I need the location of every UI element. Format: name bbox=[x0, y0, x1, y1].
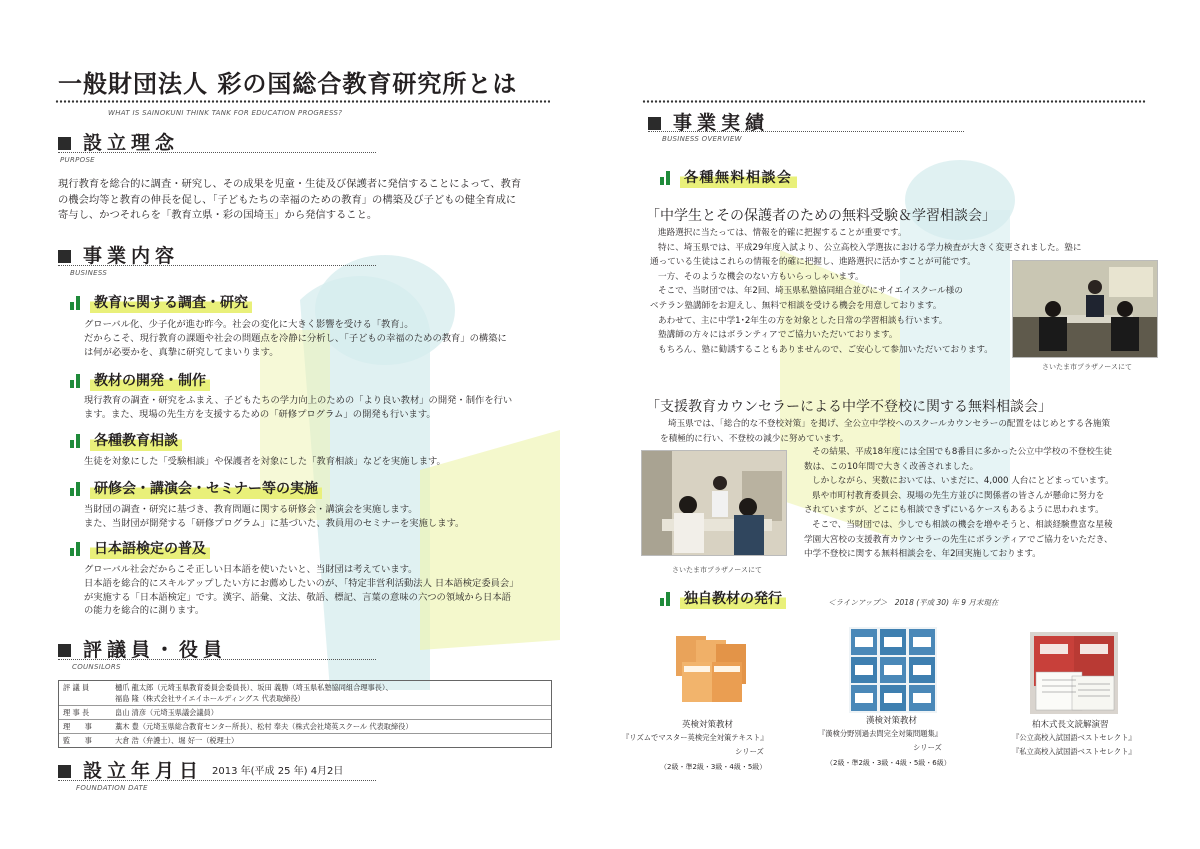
square-bullet-icon bbox=[58, 137, 71, 150]
business-item-title: 研修会・講演会・セミナー等の実施 bbox=[70, 478, 322, 499]
materials-title: 独自教材の発行 bbox=[660, 588, 786, 609]
photo-caption: さいたま市プラザノースにて bbox=[672, 566, 762, 574]
councilors-sub: COUNSILORS bbox=[72, 663, 121, 671]
bar-chart-icon bbox=[70, 374, 80, 388]
founded-heading: 設立年月日 bbox=[58, 756, 203, 783]
heading-underline bbox=[58, 152, 376, 153]
business-sub: BUSINESS bbox=[70, 269, 108, 277]
heading-underline bbox=[648, 131, 964, 132]
business-item-text: 現行教育の調査・研究をふまえ、子どもたちの学力向上のための「より良い教材」の開発・制作を行い ます。また、現場の先生方を支援するための「研修プログラム」の開発も行います。 bbox=[84, 395, 513, 420]
material-grades: （2級・準2級・3級・4級・5級・6級） bbox=[826, 759, 951, 767]
material-series: 『リズムでマスター英検完全対策テキスト』 bbox=[622, 733, 768, 742]
business-item-title: 日本語検定の普及 bbox=[70, 538, 210, 559]
overview-sub: BUSINESS OVERVIEW bbox=[662, 135, 742, 143]
square-bullet-icon bbox=[58, 250, 71, 263]
bar-chart-icon bbox=[660, 592, 670, 606]
material-grades: （2級・準2級・3級・4級・5級） bbox=[660, 763, 767, 771]
title-dotted-rule bbox=[55, 99, 550, 104]
bar-chart-icon bbox=[70, 434, 80, 448]
role-cell: 理 事 長 bbox=[63, 708, 90, 717]
business-item-text: 生徒を対象にした「受験相談」や保護者を対象にした「教育相談」などを実施します。 bbox=[84, 456, 446, 467]
event1-text: 進路選択に当たっては、情報を的確に把握することが重要です。 特に、埼玉県では、平成29年度入試より、公立高校入学選抜における学力検査が大きく変更されました。塾に 通っている生徒はこれらの情報を的確に把握し、進路選択に活かすことが可能です。 一方、そのような機会のない方もいらっしゃいます。 そこで、当財団では、年2回、埼玉県私塾協同組合並びにサイエイスクール様の ベテラン塾講師をお迎えし、無料で相談を受ける機会を用意しております。 あわせて、主に中学1･2年生の方を対象とした日常の学習相談も行います。 塾講師の方々にはボランティアでご協力いただいております。 もちろん、塾に勧誘することもありませんので、ご安心して参加いただいております。 bbox=[650, 228, 1082, 355]
material-name: 漢検対策教材 bbox=[866, 716, 918, 726]
event2-title: 「支援教育カウンセラーによる中学不登校に関する無料相談会」 bbox=[646, 399, 1052, 415]
book-stack-illustration bbox=[672, 632, 752, 706]
material-suffix: シリーズ bbox=[735, 747, 764, 756]
consultation-photo bbox=[1012, 260, 1158, 358]
material-name: 英検対策教材 bbox=[682, 720, 734, 730]
photo-caption: さいたま市プラザノースにて bbox=[1042, 363, 1132, 371]
book-illustration bbox=[1030, 632, 1118, 714]
material-suffix: 『私立高校入試国語ベストセレクト』 bbox=[1012, 747, 1136, 756]
heading-underline bbox=[58, 780, 376, 781]
photo-illustration bbox=[642, 451, 786, 555]
philosophy-sub: PURPOSE bbox=[60, 156, 95, 164]
kashiwagi-book-image bbox=[1030, 632, 1118, 714]
material-series: 『漢検分野別過去問完全対策問題集』 bbox=[818, 729, 943, 738]
business-item-title: 教育に関する調査・研究 bbox=[70, 292, 252, 313]
material-name: 柏木式長文読解演習 bbox=[1032, 720, 1109, 730]
consult-title: 各種無料相談会 bbox=[660, 167, 797, 188]
kanken-book-image bbox=[849, 627, 937, 713]
photo-illustration bbox=[1013, 261, 1157, 357]
right-dotted-rule bbox=[642, 99, 1146, 104]
business-item-text: グローバル化、少子化が進む昨今。社会の変化に大きく影響を受ける「教育」。 だからこそ、現行教育の課題や社会の問題点を冷静に分析し、「子どもの幸福のための教育」の構築に は何が必要かを、真摯に研究してまいります。 bbox=[84, 319, 507, 358]
business-item-title: 各種教育相談 bbox=[70, 430, 182, 451]
material-series: 『公立高校入試国語ベストセレクト』 bbox=[1012, 733, 1136, 742]
event1-title: 「中学生とその保護者のための無料受験＆学習相談会」 bbox=[646, 208, 996, 224]
eiken-book-image bbox=[672, 632, 752, 706]
heading-underline bbox=[58, 659, 376, 660]
event2-text-narrow: その結果、平成18年度には全国でも8番目に多かった公立中学校の不登校生徒 数は、この10年間で大きく改善されました。 しかしながら、実数においては、いまだに、4,000 人台にとどまっています。 県や市町村教育委員会、現場の先生方並びに関係者の皆さんが懸命に努力を されていますが、どこにも相談できずにいるケースもあるように思われます。 そこで、当財団では、少しでも相談の機会を増やそうと、相談経験豊富な星稜 学園大宮校の支援教育カウンセラーの先生にボランティアでご協力をいただき、 中学不登校に関する無料相談会を、年2回実施しております。 bbox=[804, 447, 1114, 560]
table-row bbox=[59, 734, 551, 747]
heading-underline bbox=[58, 265, 376, 266]
square-bullet-icon bbox=[58, 765, 71, 778]
book-grid-illustration bbox=[849, 627, 937, 713]
councilors-table bbox=[58, 680, 552, 748]
founded-date: 2013 年(平成 25 年) 4月2日 bbox=[212, 766, 344, 777]
names-cell: 藁木 豊（元埼玉県総合教育センター所長）、松村 奉夫（株式会社埼英スクール 代表取締役） bbox=[115, 722, 413, 731]
square-bullet-icon bbox=[58, 644, 71, 657]
page-subtitle: WHAT IS SAINOKUNI THINK TANK FOR EDUCATION PROGRESS? bbox=[108, 109, 343, 117]
bar-chart-icon bbox=[70, 542, 80, 556]
business-item-text: 当財団の調査・研究に基づき、教育問題に関する研修会・講演会を実施します。 また、当財団が開発する「研修プログラム」に基づいた、教員用のセミナーを実施します。 bbox=[84, 504, 465, 529]
role-cell: 理 事 bbox=[63, 722, 92, 731]
materials-lineup: ＜ラインアップ＞ 2018 (平成 30) 年 9 月末現在 bbox=[828, 598, 999, 607]
material-suffix: シリーズ bbox=[913, 743, 942, 752]
names-cell: 大倉 浩（弁護士）、堀 好一（税理士） bbox=[115, 736, 239, 745]
overview-heading: 事業実績 bbox=[648, 108, 769, 135]
founded-sub: FOUNDATION DATE bbox=[76, 784, 148, 792]
philosophy-text: 現行教育を総合的に調査・研究し、その成果を児童・生徒及び保護者に発信することによって、教育 の機会均等と教育の伸長を促し、「子どもたちの幸福のための教育」の構築及び子どもの健全育成に 寄与し、かつそれらを「教育立県・彩の国埼玉」から発信すること。 bbox=[58, 178, 522, 221]
business-item-text: グローバル社会だからこそ正しい日本語を使いたいと、当財団は考えています。 日本語を総合的にスキルアップしたい方にお薦めしたいのが、「特定非営利活動法人 日本語検定委員会」 が実施する「日本語検定」です。漢字、語彙、文法、敬語、標記、言葉の意味の六つの領域から日本語 の能力を総合的に測ります。 bbox=[84, 564, 519, 617]
business-item-title: 教材の開発・制作 bbox=[70, 370, 210, 391]
table-row bbox=[59, 706, 551, 720]
role-cell: 監 事 bbox=[63, 736, 92, 745]
counselor-photo bbox=[641, 450, 787, 556]
business-heading: 事業内容 bbox=[58, 241, 179, 268]
councilors-heading: 評議員・役員 bbox=[58, 635, 227, 662]
bar-chart-icon bbox=[70, 296, 80, 310]
event2-text-full: 埼玉県では、「総合的な不登校対策」を掲げ、全公立中学校へのスクールカウンセラーの配置をはじめとする各施策 を積極的に行い、不登校の減少に努めています。 bbox=[660, 419, 1111, 444]
square-bullet-icon bbox=[648, 117, 661, 130]
names-cell: 畠山 清彦（元埼玉県議会議員） bbox=[115, 708, 218, 717]
bar-chart-icon bbox=[660, 171, 670, 185]
names-cell: 樋爪 龍太郎（元埼玉県教育委員会委員長）、坂田 義勝（埼玉県私塾協同組合理事長）、 福島 隆（株式会社サイエイホールディングス 代表取締役） bbox=[115, 683, 393, 703]
table-row bbox=[59, 720, 551, 734]
role-cell: 評 議 員 bbox=[63, 683, 90, 692]
bar-chart-icon bbox=[70, 482, 80, 496]
philosophy-heading: 設立理念 bbox=[58, 128, 179, 155]
table-row bbox=[59, 681, 551, 706]
page-title: 一般財団法人 彩の国総合教育研究所とは bbox=[58, 70, 518, 98]
